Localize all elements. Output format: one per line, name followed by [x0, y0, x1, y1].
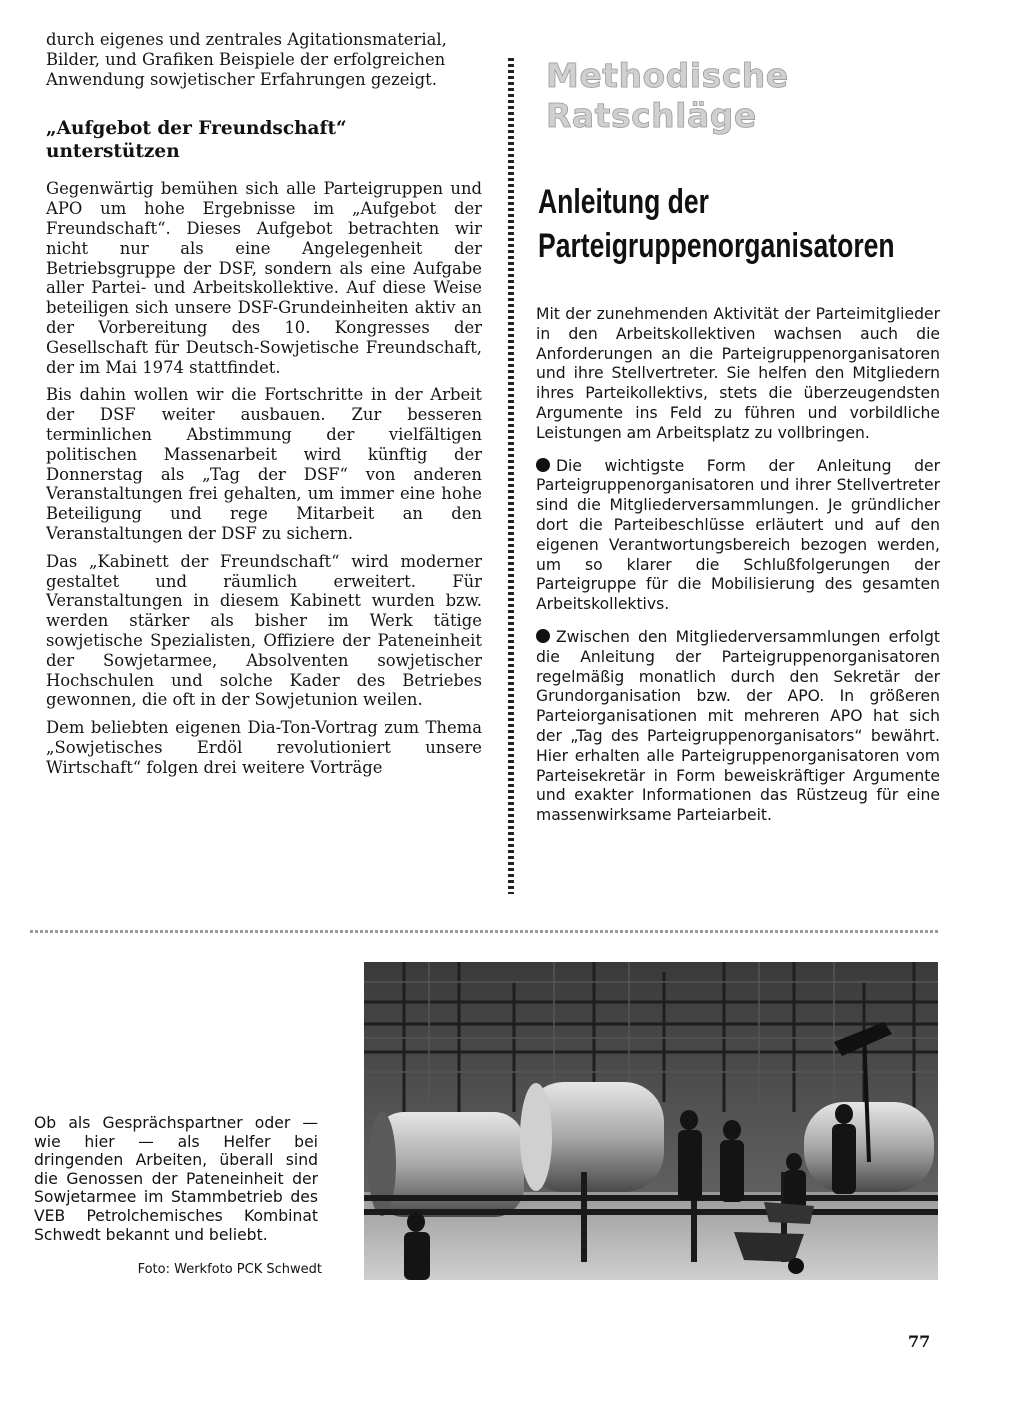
- page-number: 77: [908, 1332, 931, 1351]
- intro-paragraph: durch eigenes und zentrales Agitationsmaterial, Bilder, und Grafiken Beispiele der erfolgreichen Anwendung sowjetischer Erfahrungen gezeigt.: [46, 30, 447, 89]
- factory-photo: [364, 962, 938, 1280]
- body-paragraph: Mit der zunehmenden Aktivität der Parteimitglieder in den Arbeitskollektiven wachsen auch die Anforderungen an die Parteigruppenorganisatoren und ihre Stellvertreter. Sie helfen den Mitgliedern ihres Parteikollektivs, stets die überzeugendsten Argumente ins Feld zu führen und vorbildliche Leistungen am Arbeitsplatz zu vollbringen.: [536, 305, 940, 442]
- photo-credit: Foto: Werkfoto PCK Schwedt: [137, 1262, 322, 1277]
- body-paragraph: Das „Kabinett der Freundschaft“ wird moderner gestaltet und räumlich erweitert. Für Veranstaltungen in diesem Kabinett wurden bzw. werden stärker als bisher im Werk tätige sowjetische Spezialisten, Offiziere der Pateneinheit der Sowjetarmee, Absolventen sowjetischer Hochschulen und solche Kader des Betriebes gewonnen, die oft in der Sowjetunion weilen.: [46, 551, 482, 710]
- section-heading: [46, 117, 482, 163]
- article-headline-line-2: Parteigruppenorganisatoren: [538, 227, 895, 265]
- article-headline-line-1: Anleitung der: [538, 183, 709, 221]
- column-divider: [508, 58, 514, 894]
- bullet-dot-icon: [536, 458, 550, 472]
- right-column: [536, 305, 940, 839]
- article-headline: [538, 180, 895, 268]
- section-heading-line-2: unterstützen: [46, 141, 180, 163]
- section-kicker: Methodische Ratschläge: [546, 56, 789, 135]
- body-paragraph: Dem beliebten eigenen Dia-Ton-Vortrag zum Thema „Sowjetisches Erdöl revolutioniert unsere Wirtschaft“ folgen drei weitere Vorträge: [46, 718, 482, 777]
- factory-photo-image: [364, 962, 938, 1280]
- horizontal-divider: [30, 930, 940, 933]
- bullet-paragraph-text: Die wichtigste Form der Anleitung der Parteigruppenorganisatoren und ihrer Stellvertreter sind die Mitgliederversammlungen. Je gründlicher dort die Parteibeschlüsse erläutert und auf den eigenen Verantwortungsbereich bezogen werden, um so klarer die Schlußfolgerungen der Parteigruppe für die Mobilisierung des gesamten Arbeitskollektivs.: [536, 456, 940, 614]
- bullet-paragraph: [536, 457, 940, 615]
- photo-caption: Ob als Gesprächspartner oder — wie hier — als Helfer bei dringenden Arbeiten, überall sind die Genossen der Pateneinheit der Sowjetarmee im Stammbetrieb des VEB Petrolchemisches Kombinat Schwedt bekannt und beliebt.: [34, 1114, 318, 1244]
- left-column: [46, 30, 482, 786]
- body-paragraph: Bis dahin wollen wir die Fortschritte in der Arbeit der DSF weiter ausbauen. Zur besseren terminlichen Abstimmung der vielfältigen politischen Massenarbeit wird künftig der Donnerstag als „Tag der DSF“ von anderen Veranstaltungen frei gehalten, um immer eine hohe Beteiligung und rege Mitarbeit an den Veranstaltungen der DSF zu sichern.: [46, 385, 482, 543]
- section-heading-line-1: „Aufgebot der Freundschaft“: [46, 118, 347, 140]
- bullet-dot-icon: [536, 629, 550, 643]
- bullet-paragraph: [536, 628, 940, 826]
- body-paragraph: Gegenwärtig bemühen sich alle Parteigruppen und APO um hohe Ergebnisse im „Aufgebot der Freundschaft“. Dieses Aufgebot betrachten wir nicht nur als eine Angelegenheit der Betriebsgruppe der DSF, sondern als eine Aufgabe aller Partei- und Arbeitskollektive. Auf diese Weise beteiligen sich unsere DSF-Grundeinheiten aktiv an der Vorbereitung des 10. Kongresses der Gesellschaft für Deutsch-Sowjetische Freundschaft, der im Mai 1974 stattfindet.: [46, 179, 482, 377]
- bullet-paragraph-text: Zwischen den Mitgliederversammlungen erfolgt die Anleitung der Parteigruppenorganisatoren regelmäßig monatlich durch den Sekretär der Grundorganisation bzw. der APO. In größeren Parteiorganisationen mit mehreren APO hat sich der „Tag des Parteigruppenorganisators“ bewährt. Hier erhalten alle Parteigruppenorganisatoren vom Parteisekretär in Form beweiskräftiger Argumente und exakter Informationen das Rüstzeug für eine massenwirksame Parteiarbeit.: [536, 627, 940, 825]
